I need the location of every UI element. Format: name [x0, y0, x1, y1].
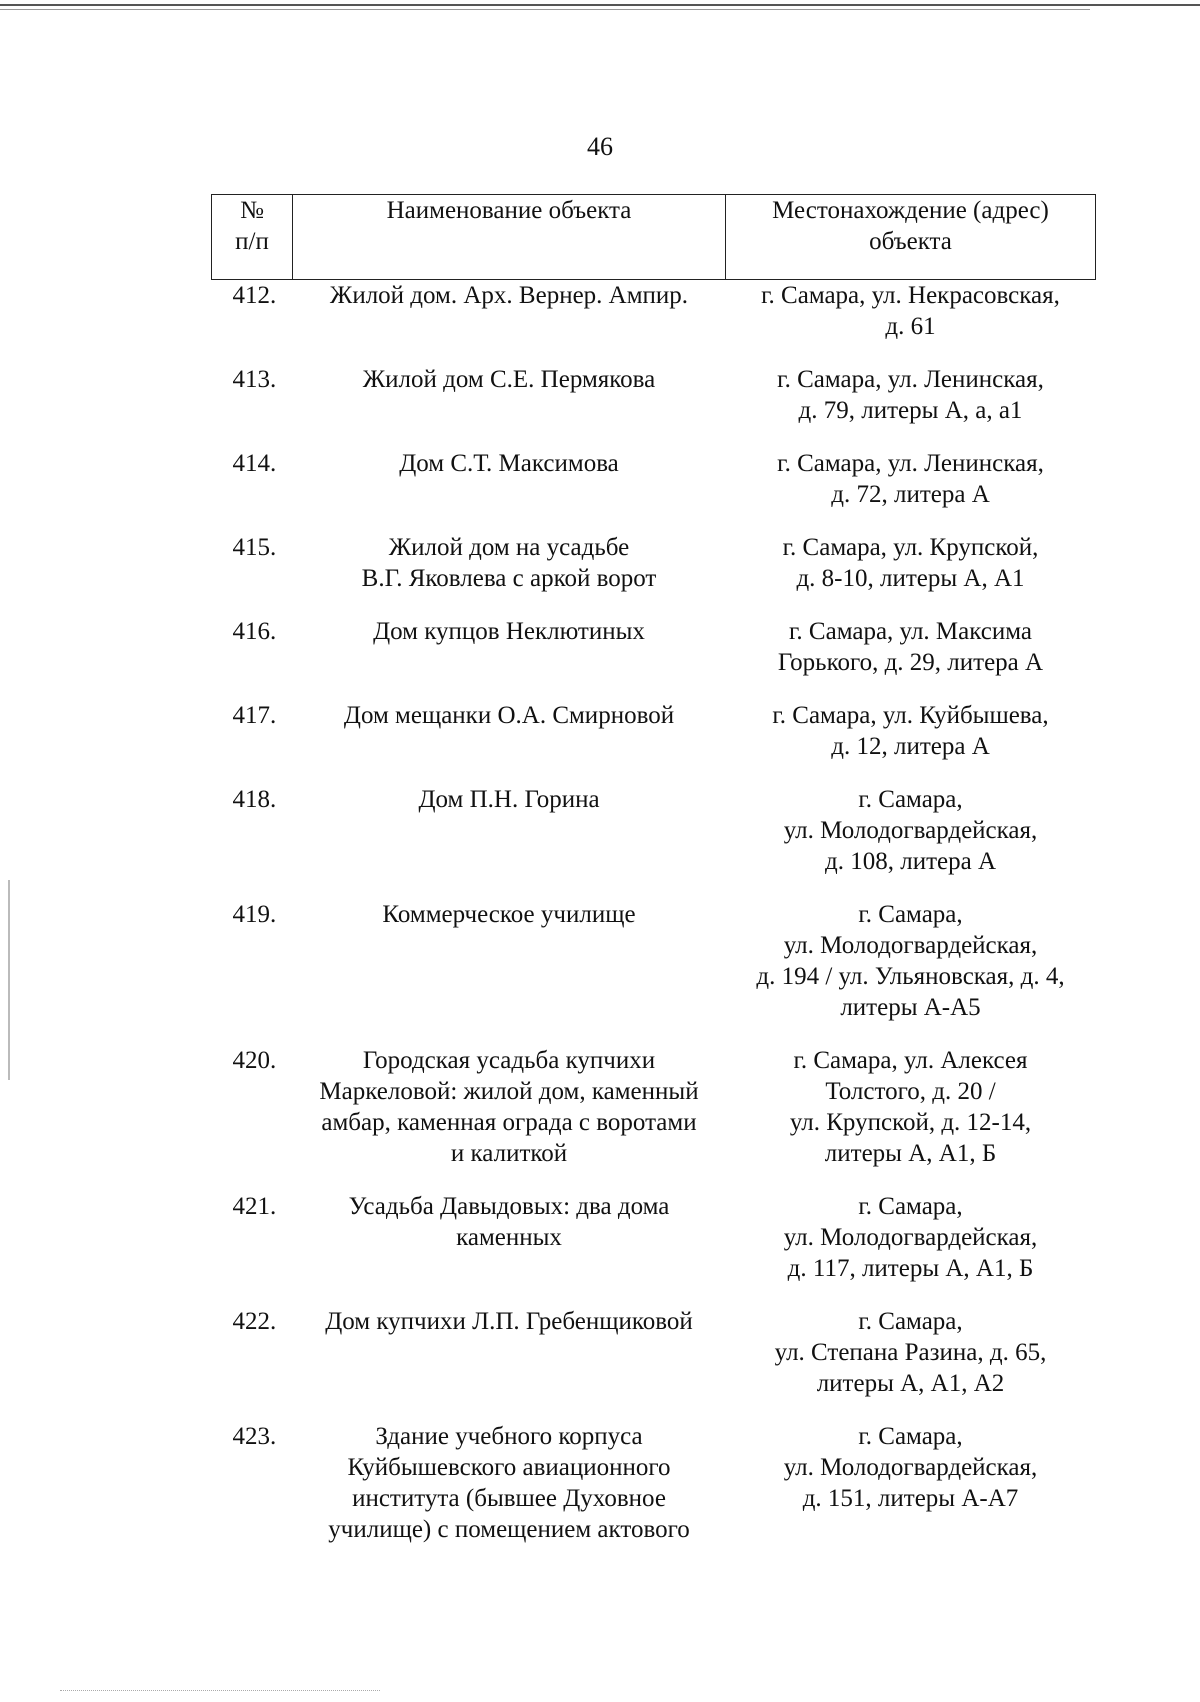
- object-address-text: г. Самара, ул. Ленинская, д. 79, литеры А, а, а1: [777, 365, 1044, 424]
- row-number-text: 418.: [232, 785, 277, 813]
- object-address: [726, 616, 1096, 700]
- object-name: [293, 1306, 726, 1421]
- object-address-text: г. Самара, ул. Некрасовская, д. 61: [761, 282, 1060, 340]
- object-name-text: Городская усадьба купчихи Маркеловой: жилой дом, каменный амбар, каменная ограда с воротами и калиткой: [319, 1046, 699, 1167]
- object-address-text: г. Самара, ул. Максима Горького, д. 29, литера А: [777, 617, 1044, 676]
- scan-edge-line: [0, 4, 1200, 6]
- row-number: [212, 784, 293, 899]
- object-name: [293, 1191, 726, 1306]
- row-number-text: 420.: [232, 1046, 277, 1074]
- object-address: [726, 364, 1096, 448]
- row-number-text: 419.: [232, 900, 277, 928]
- object-address-text: г. Самара, ул. Молодогвардейская, д. 108, литера А: [783, 785, 1038, 875]
- table-row: [212, 1045, 1096, 1191]
- table-row: [212, 700, 1096, 784]
- object-address-text: г. Самара, ул. Алексея Толстого, д. 20 / ул. Крупской, д. 12-14, литеры А, А1, Б: [789, 1046, 1032, 1167]
- object-name: [293, 1421, 726, 1551]
- scan-edge-line: [0, 9, 1090, 10]
- object-address-text: г. Самара, ул. Крупской, д. 8-10, литеры А, А1: [782, 533, 1039, 592]
- object-address: [726, 784, 1096, 899]
- table-row: [212, 616, 1096, 700]
- object-name-text: Дом П.Н. Горина: [418, 785, 600, 813]
- object-name-text: Здание учебного корпуса Куйбышевского авиационного института (бывшее Духовное училище) с помещением актового: [328, 1422, 690, 1543]
- object-address-text: г. Самара, ул. Молодогвардейская, д. 117, литеры А, А1, Б: [783, 1192, 1038, 1282]
- row-number-text: 412.: [232, 282, 277, 309]
- row-number: [212, 899, 293, 1045]
- object-address: [726, 1421, 1096, 1551]
- table-row: [212, 784, 1096, 899]
- object-address-text: г. Самара, ул. Молодогвардейская, д. 151, литеры А-А7: [783, 1422, 1038, 1512]
- scan-noise: [60, 1690, 380, 1692]
- object-address: [726, 700, 1096, 784]
- object-name-text: Жилой дом. Арх. Вернер. Ампир.: [329, 282, 689, 309]
- row-number-text: 413.: [232, 365, 277, 393]
- row-number: [212, 1191, 293, 1306]
- objects-table: [211, 194, 1096, 1551]
- row-number: [212, 280, 293, 364]
- object-name-text: Дом купцов Неклютиных: [373, 617, 645, 645]
- table-row: [212, 899, 1096, 1045]
- table-row: [212, 364, 1096, 448]
- object-address-text: г. Самара, ул. Степана Разина, д. 65, литеры А, А1, А2: [774, 1307, 1047, 1397]
- object-name: [293, 364, 726, 448]
- object-name: [293, 616, 726, 700]
- row-number: [212, 532, 293, 616]
- row-number: [212, 1306, 293, 1421]
- header-number: № п/п: [212, 195, 293, 280]
- row-number: [212, 448, 293, 532]
- row-number-text: 422.: [232, 1307, 277, 1335]
- row-number-text: 416.: [232, 617, 277, 645]
- object-name-text: Жилой дом С.Е. Пермякова: [362, 365, 656, 393]
- header-object-name: Наименование объекта: [293, 195, 726, 280]
- object-address: [726, 448, 1096, 532]
- row-number: [212, 364, 293, 448]
- object-address-text: г. Самара, ул. Молодогвардейская, д. 194 / ул. Ульяновская, д. 4, литеры А-А5: [756, 900, 1065, 1021]
- object-name: [293, 784, 726, 899]
- object-name: [293, 1045, 726, 1191]
- object-name: [293, 700, 726, 784]
- object-address-text: г. Самара, ул. Ленинская, д. 72, литера А: [777, 449, 1044, 508]
- object-name-text: Коммерческое училище: [382, 900, 636, 928]
- object-name: [293, 532, 726, 616]
- row-number: [212, 700, 293, 784]
- row-number-text: 415.: [232, 533, 277, 561]
- object-name: [293, 280, 726, 364]
- row-number: [212, 616, 293, 700]
- object-name: [293, 448, 726, 532]
- object-address: [726, 899, 1096, 1045]
- row-number-text: 421.: [232, 1192, 277, 1220]
- object-address: [726, 1191, 1096, 1306]
- row-number-text: 423.: [232, 1422, 277, 1450]
- table-row: [212, 448, 1096, 532]
- object-name-text: Дом мещанки О.А. Смирновой: [343, 701, 675, 729]
- object-name-text: Усадьба Давыдовых: два дома каменных: [348, 1192, 670, 1251]
- table-row: [212, 1306, 1096, 1421]
- object-name: [293, 899, 726, 1045]
- table-row: [212, 1191, 1096, 1306]
- row-number-text: 414.: [232, 449, 277, 477]
- page-number: 46: [587, 132, 613, 161]
- object-address: [726, 532, 1096, 616]
- header-address: Местонахождение (адрес) объекта: [726, 195, 1096, 280]
- object-address: [726, 280, 1096, 364]
- table-row: [212, 1421, 1096, 1551]
- object-name-text: Жилой дом на усадьбе В.Г. Яковлева с аркой ворот: [361, 533, 657, 592]
- row-number-text: 417.: [232, 701, 277, 729]
- object-address: [726, 1306, 1096, 1421]
- table-row: [212, 532, 1096, 616]
- object-name-text: Дом купчихи Л.П. Гребенщиковой: [325, 1307, 693, 1335]
- object-name-text: Дом С.Т. Максимова: [399, 449, 619, 477]
- object-address: [726, 1045, 1096, 1191]
- table-header-row: [212, 195, 1096, 280]
- row-number: [212, 1421, 293, 1551]
- scan-edge-line: [8, 880, 10, 1080]
- row-number: [212, 1045, 293, 1191]
- table-row: [212, 280, 1096, 364]
- object-address-text: г. Самара, ул. Куйбышева, д. 12, литера А: [772, 701, 1049, 760]
